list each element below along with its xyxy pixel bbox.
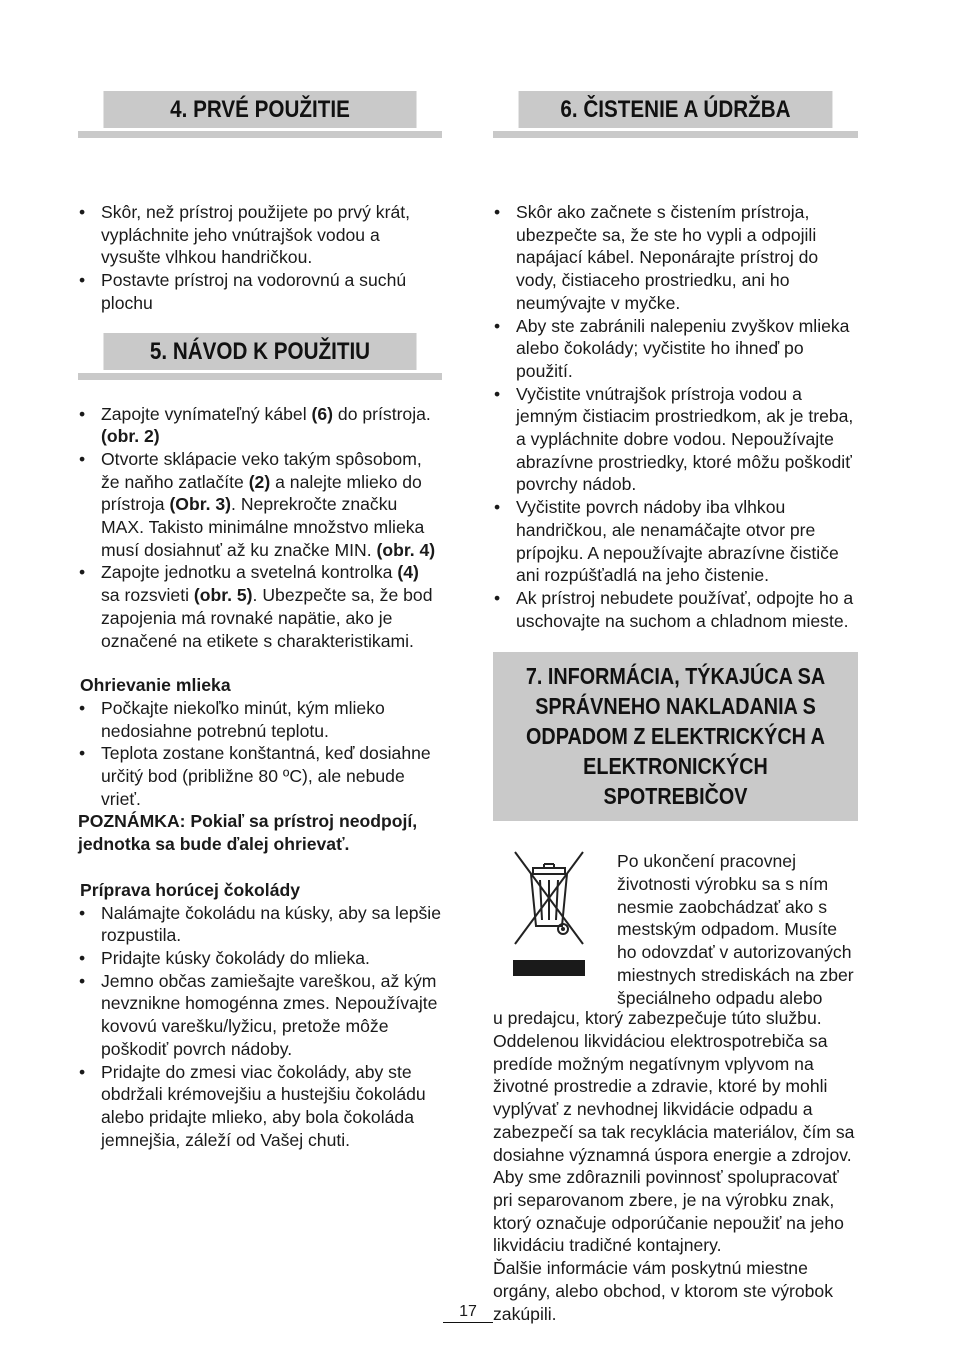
weee-block	[493, 850, 858, 1007]
section-5-title: 5. NÁVOD K POUŽITIU	[103, 333, 416, 370]
section-4-header	[78, 91, 442, 138]
list-item: • Jemno občas zamiešajte vareškou, až kým nevznikne homogénna zmes. Nepoužívajte kovovú varešku/lyžicu, pretože môže poškodiť povrch nádoby.	[78, 970, 442, 1061]
list-item: • Ak prístroj nebudete používať, odpojte ho a uschovajte na suchom a chladnom mieste.	[493, 587, 858, 632]
heating-list	[78, 697, 442, 811]
list-item: • Pridajte kúsky čokolády do mlieka.	[78, 947, 442, 970]
list-item: • Počkajte niekoľko minút, kým mlieko nedosiahne potrebnú teplotu.	[78, 697, 442, 742]
weee-body-text: u predajcu, ktorý zabezpečuje túto službu. Oddelenou likvidáciou elektrospotrebiča sa predíde možným negatívnym vplyvom na životné prostredie a zdravie, ktoré by mohli vyplývať z nevhodnej likvidácie odpadu a zabezpečí sa tak recyklácia materiálov, čím sa dosiahne významná úspora energie a zdrojov. Aby sme zdôraznili povinnosť spolupracovať pri separovanom zbere, je na výrobku znak, ktorý označuje odporúčanie nepoužiť na jeho likvidáciu tradičné kontajnery.	[493, 1008, 855, 1256]
heating-subtitle: Ohrievanie mlieka	[80, 675, 231, 696]
list-item: • Aby ste zabránili nalepeniu zvyškov mlieka alebo čokolády; vyčistite ho ihneď po použití.	[493, 315, 858, 383]
list-item: • Nalámajte čokoládu na kúsky, aby sa lepšie rozpustila.	[78, 902, 442, 947]
list-item: • Skôr ako začnete s čistením prístroja, ubezpečte sa, že ste ho vypli a odpojili napájací kábel. Neponárajte prístroj do vody, čistiaceho prostriedku, ani ho neumývajte v myčke.	[493, 201, 858, 315]
chocolate-subtitle: Príprava horúcej čokolády	[80, 879, 301, 900]
section-7-title: 7. INFORMÁCIA, TÝKAJÚCA SA SPRÁVNEHO NAKLADANIA S ODPADOM Z ELEKTRICKÝCH A ELEKTRONICKÝCH SPOTREBIČOV	[519, 652, 833, 821]
crossed-bin-icon	[511, 850, 587, 978]
section-7-header	[493, 652, 858, 821]
heating-note: POZNÁMKA: Pokiaľ sa prístroj neodpojí, jednotka sa bude ďalej ohrievať.	[78, 811, 418, 855]
section-4-list	[78, 201, 442, 315]
section-5-header	[78, 333, 442, 380]
list-item: • Postavte prístroj na vodorovnú a suchú plochu	[78, 269, 442, 314]
section-5-list	[78, 403, 442, 653]
list-item: • Zapojte vynímateľný kábel (6) do prístroja. (obr. 2)	[78, 403, 442, 448]
list-item: • Teplota zostane konštantná, keď dosiahne určitý bod (približne 80 ºC), ale nebude vrieť.	[78, 742, 442, 810]
list-item: • Zapojte jednotku a svetelná kontrolka (4) sa rozsvieti (obr. 5). Ubezpečte sa, že bod zapojenia má rovnaké napätie, ako je označené na etikete s charakteristikami.	[78, 561, 442, 652]
chocolate-list	[78, 902, 442, 1152]
list-item: • Pridajte do zmesi viac čokolády, aby ste obdržali krémovejšiu a hustejšiu čokoládu alebo pridajte mlieko, aby bola čokoláda jemnejšia, záleží od Vašej chuti.	[78, 1061, 442, 1152]
section-4-title: 4. PRVÉ POUŽITIE	[103, 91, 416, 128]
list-item: • Vyčistite vnútrajšok prístroja vodou a jemným čistiacim prostriedkom, ak je treba, a vypláchnite dobre vodou. Nepoužívajte abrazívne prostriedky, ktoré môžu poškodiť povrchy nádob.	[493, 383, 858, 497]
section-6-header	[493, 91, 858, 138]
section-6-list	[493, 201, 858, 632]
list-item: • Skôr, než prístroj použijete po prvý krát, vypláchnite jeho vnútrajšok vodou a vysušte vlhkou handričkou.	[78, 201, 442, 269]
left-column	[78, 91, 442, 1151]
right-column	[493, 91, 858, 1325]
list-item: • Otvorte sklápacie veko takým spôsobom, že naňho zatlačíte (2) a nalejte mlieko do prístroja (Obr. 3). Neprekročte značku MAX. Takisto minimálne množstvo mlieka musí dosiahnuť až ku značke MIN. (obr. 4)	[78, 448, 442, 562]
section-6-title: 6. ČISTENIE A ÚDRŽBA	[519, 91, 833, 128]
weee-more-info-text: Ďalšie informácie vám poskytnú miestne orgány, alebo obchod, v ktorom ste výrobok zakúpili.	[493, 1258, 834, 1324]
page-number: 17	[443, 1302, 493, 1323]
list-item: • Vyčistite povrch nádoby iba vlhkou handričkou, ale nenamáčajte otvor pre prípojku. A nepoužívajte abrazívne čističe ani rozpúšťadlá na jeho čistenie.	[493, 496, 858, 587]
weee-intro-text: Po ukončení pracovnej životnosti výrobku sa s ním nesmie zaobchádzať ako s mestským odpadom. Musíte ho odovzdať v autorizovaných miestnych strediskách na zber špeciálneho odpadu alebo	[617, 851, 854, 1008]
